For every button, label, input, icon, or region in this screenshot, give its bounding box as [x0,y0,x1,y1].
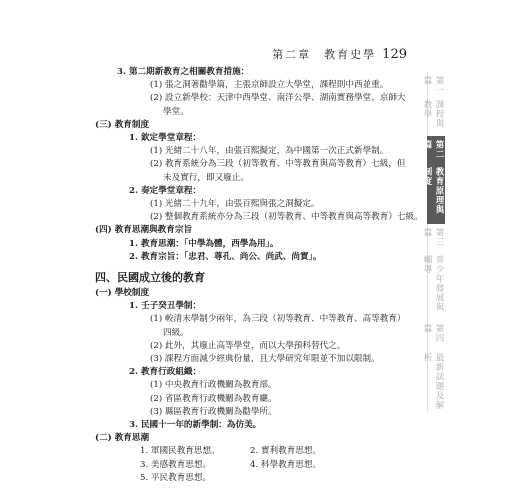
tab-part-2[interactable]: 第二篇 教育原理與制度 [427,136,445,224]
list-item: 2. 實利教育思想。 [250,446,322,457]
list-row [95,445,415,458]
list-item: 3. 美感教育思想。 [140,459,212,470]
list-row [95,459,415,472]
sub-item: (1) 光緒二十九年，由張百熙與張之洞擬定。 [150,199,320,210]
sub-item: (2) 教育系統分為三段（初等教育、中等教育與高等教育）七級，但 [150,159,406,170]
list-item: 4. 科學教育思想。 [250,459,322,470]
chapter-title: 第二章 教育史學 [272,48,377,61]
sub-item: (1) 中央教育行政機關為教育部。 [150,380,277,391]
sub-item: (2) 整個教育系統亦分為三段（初等教育、中等教育與高等教育）七級。 [150,212,423,223]
section-heading: 四、民國成立後的教育 [95,271,205,285]
sub-item: (2) 設立新學校：天津中西學堂、南洋公學、湖南實務學堂、京師大 [150,93,406,104]
sub-item: (1) 較清末學制少兩年，為三段（初等教育、中等教育、高等教育） [150,314,406,325]
item-heading: 3. 民國十一年的新學制：為仿美。 [129,420,262,431]
tab-part-4[interactable]: 第四篇 最新試題及解析 [427,320,445,412]
item-heading: 3. 第二期新教育之相關教育措施： [117,67,250,77]
sub-item: (1) 光緒二十八年，由張百熙擬定，為中國第一次正式新學制。 [150,146,389,157]
sub-item-continuation: 四級。 [163,327,189,338]
running-header [272,46,407,62]
sub-item-continuation: 學堂。 [163,106,189,117]
sub-item-continuation: 未及實行，即又廢止。 [163,172,249,183]
list-row [95,472,415,485]
item-heading: 1. 壬子癸丑學制： [129,301,202,312]
sub-item: (1) 張之洞著勸學篇，主張京師設立大學堂，課程則中西並重。 [150,80,389,91]
sub-item: (3) 縣區教育行政機關為勸學所。 [150,406,277,417]
tab-part-3[interactable]: 第三篇 青少年發展與輔導 [427,224,445,320]
item-heading: 1. 欽定學堂章程： [129,133,202,144]
subsection-heading: (三) 教育制度 [95,119,150,130]
item-heading: 2. 教育行政組織： [129,367,202,378]
chapter-tabs [422,72,445,412]
list-item: 1. 軍國民教育思想。 [140,446,220,457]
list-item: 5. 平民教育思想。 [140,472,212,483]
body-text [95,66,423,485]
tab-part-1[interactable]: 第一篇 課程與教學 [427,72,445,136]
sub-item: (2) 此外，其廢止高等學堂，而以大學預科替代之。 [150,340,346,351]
item-heading: 1. 教育思潮：「中學為體，西學為用」。 [129,238,279,249]
subsection-heading: (一) 學校制度 [95,288,150,299]
sub-item: (3) 課程方面減少經典份量，且大學研究年限並不加以限制。 [150,354,380,365]
page-number: 129 [382,47,407,62]
sub-item: (2) 省區教育行政機關為教育廳。 [150,393,277,404]
item-heading: 2. 教育宗旨：「忠君、尊孔、尚公、尚武、尚實」。 [129,251,322,262]
item-heading: 2. 奏定學堂章程： [129,185,202,196]
subsection-heading: (二) 教育思潮 [95,433,150,444]
subsection-heading: (四) 教育思潮與教育宗旨 [95,225,193,236]
